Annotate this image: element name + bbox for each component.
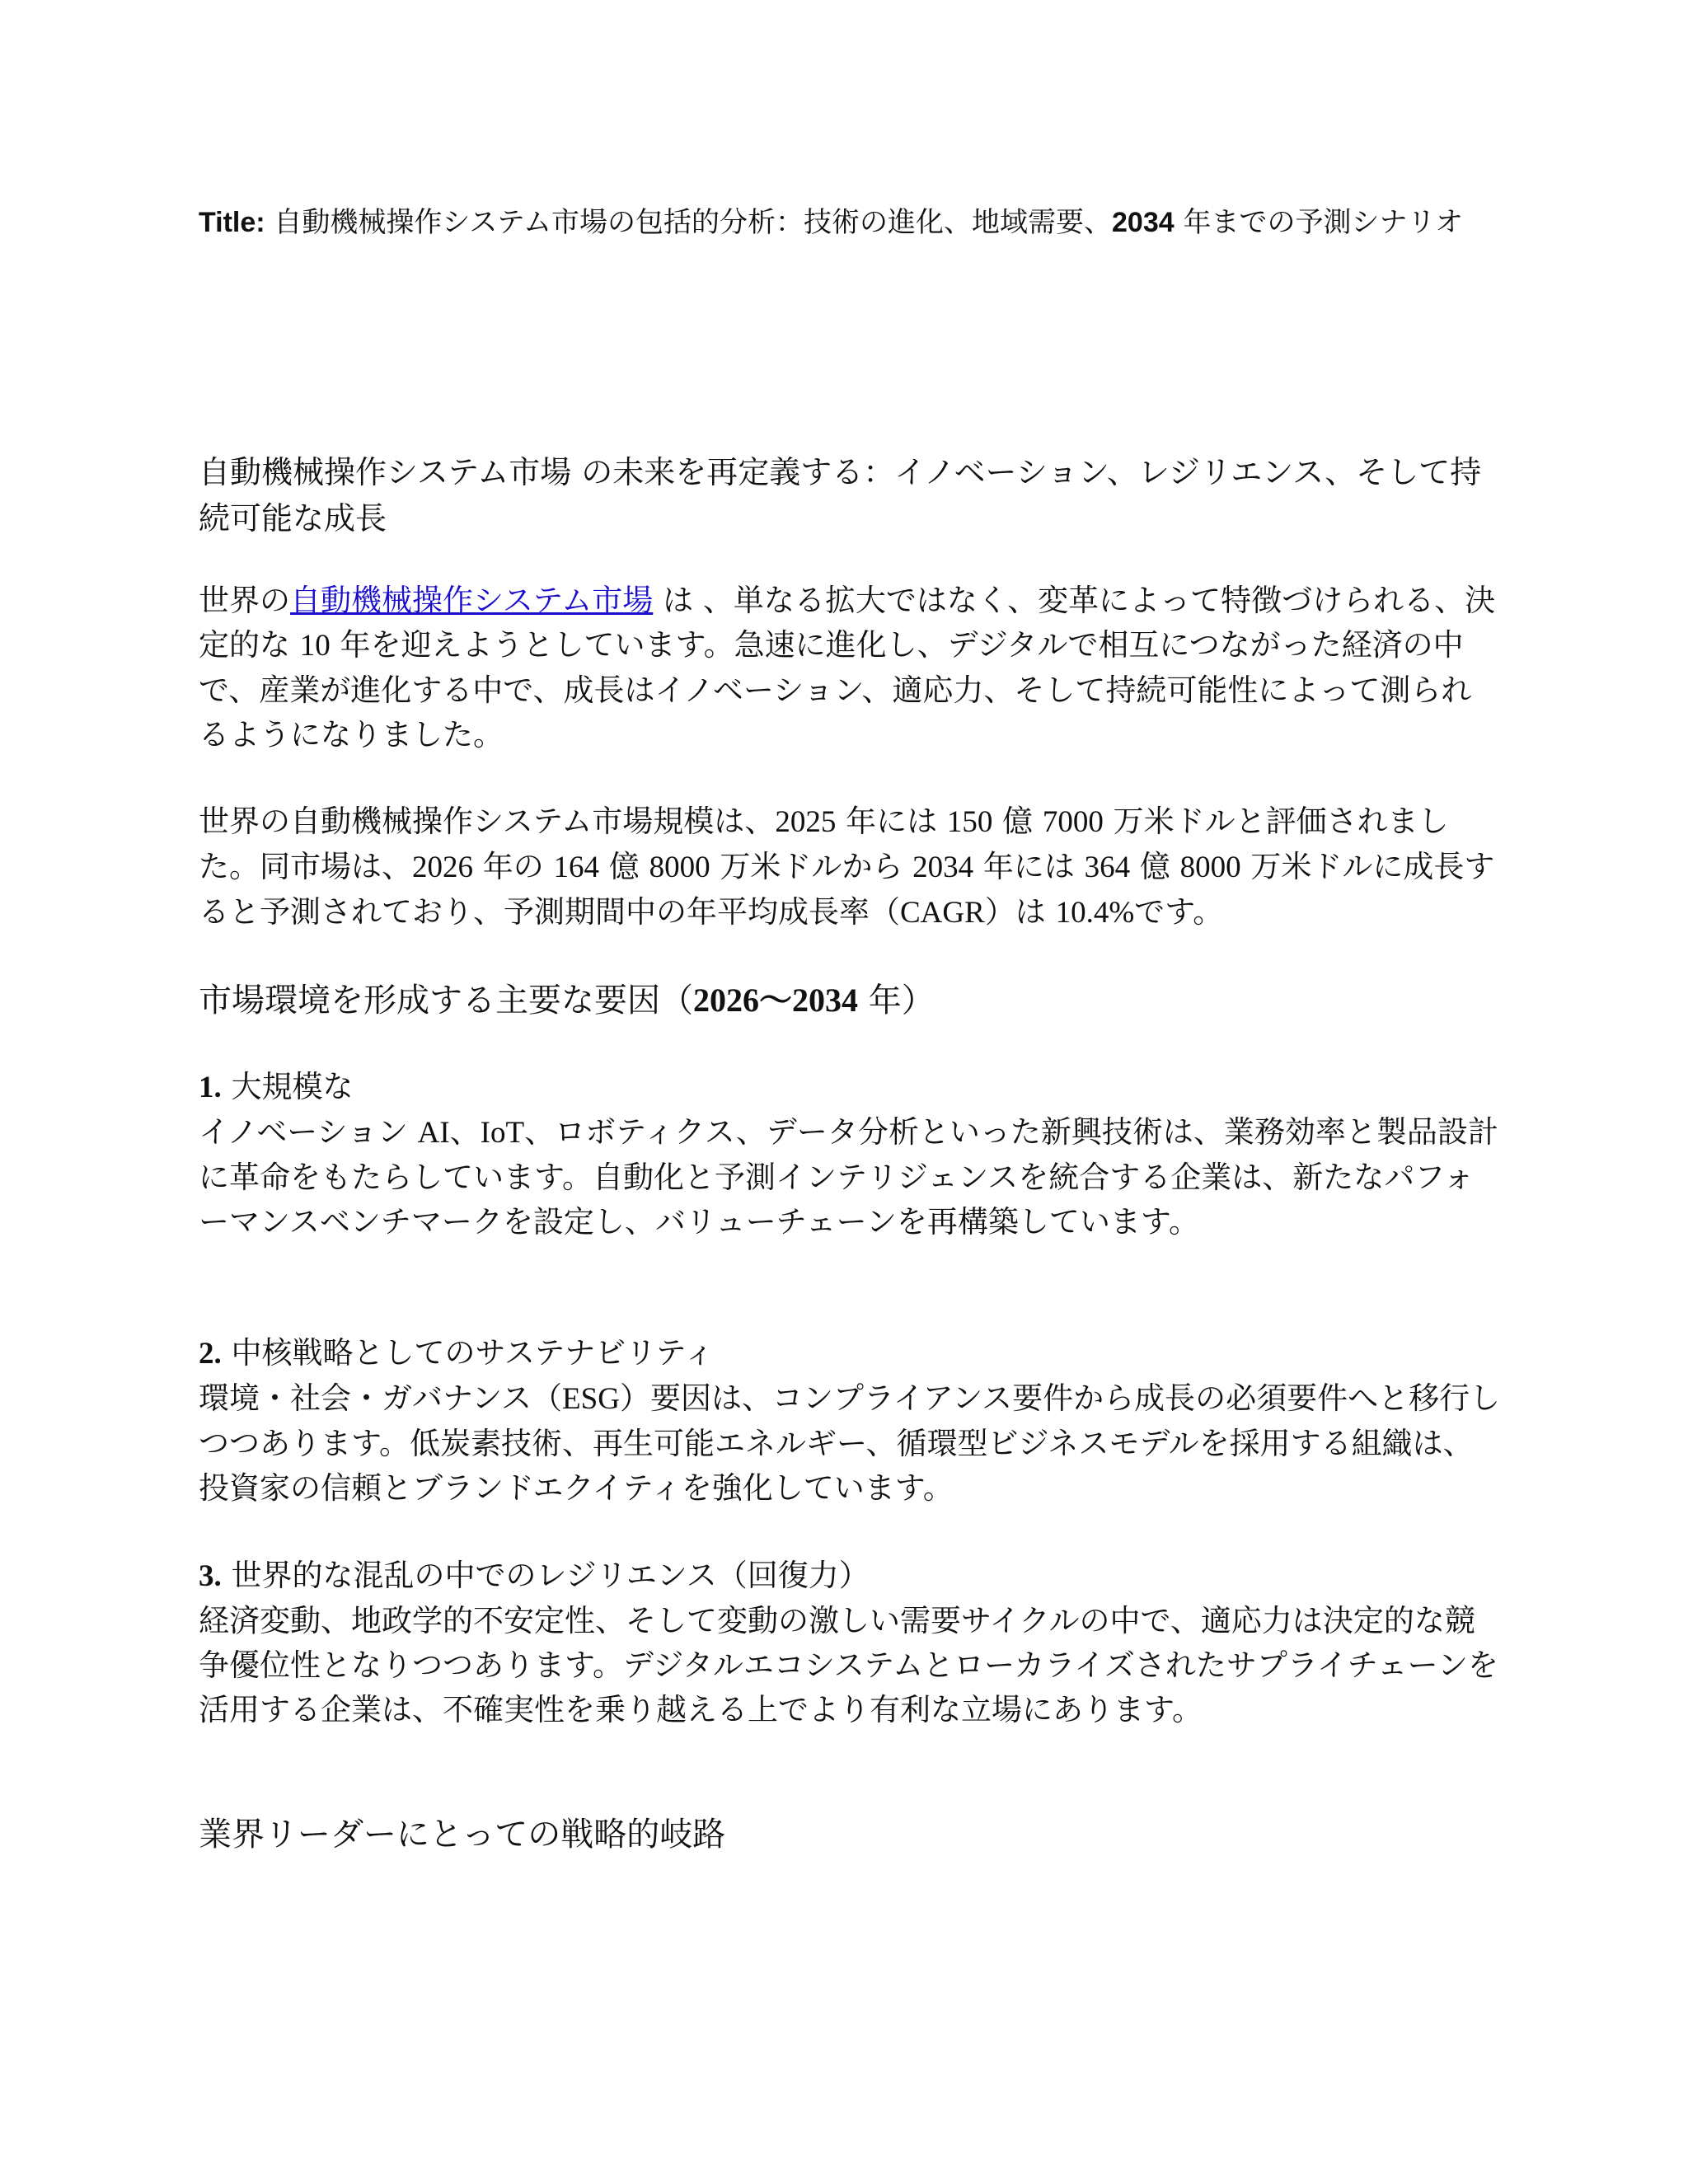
market-size-value: 8000 bbox=[1179, 851, 1241, 884]
market-size-value: 8000 bbox=[649, 851, 710, 884]
market-size-paragraph bbox=[199, 799, 1501, 935]
driver-item-body: 環境・社会・ガバナンス（ bbox=[199, 1380, 563, 1416]
market-size-text: 億 bbox=[992, 804, 1043, 839]
intro-paragraph bbox=[199, 579, 1501, 757]
driver-item-body: イノベーション bbox=[199, 1114, 418, 1150]
driver-item-term: IoT bbox=[480, 1116, 525, 1150]
market-size-value: 7000 bbox=[1042, 805, 1104, 839]
market-size-text: 億 bbox=[599, 849, 649, 884]
driver-item-title: 中核戦略としてのサステナビリティ bbox=[221, 1335, 715, 1371]
driver-item-body: 、ロボティクス、データ分析といった新興技術は、業務効率と製品設計に革命をもたらしています。自動化と予測インテリジェンスを統合する企業は、新たなパフォーマンスベンチマークを設定し、バリューチェーンを再構築しています。 bbox=[199, 1114, 1498, 1240]
cagr-value: 10.4% bbox=[1055, 896, 1135, 930]
main-heading: 自動機械操作システム市場 の未来を再定義する：イノベーション、レジリエンス、そして持続可能な成長 bbox=[199, 454, 1482, 537]
driver-item-heading bbox=[199, 1554, 1501, 1599]
driver-item-number: 1. bbox=[199, 1071, 222, 1104]
section-heading-drivers bbox=[199, 977, 1501, 1024]
title-text-part2: 年までの予測シナリオ bbox=[1174, 206, 1464, 239]
market-link[interactable]: 自動機械操作システム市場 bbox=[290, 583, 654, 618]
market-size-text: 万米ドルから bbox=[710, 849, 913, 884]
market-size-text: です。 bbox=[1134, 894, 1224, 930]
market-size-text: ）は bbox=[984, 894, 1056, 930]
cagr-label: CAGR bbox=[900, 896, 985, 930]
driver-item-title: 世界的な混乱の中でのレジリエンス（回復力） bbox=[221, 1558, 870, 1593]
intro-text-after-link-b: 年を迎えようとしています。急速に進化し、デジタルで相互につながった経済の中で、産業が進化する中で、成長はイノベーション、適応力、そして持続可能性によって測られるようになりました。 bbox=[199, 627, 1472, 752]
market-size-value: 164 bbox=[553, 851, 600, 884]
market-size-year: 2034 bbox=[912, 851, 974, 884]
market-size-text: 世界の自動機械操作システム市場規模は、 bbox=[199, 804, 776, 839]
driver-item-body: ）要因は、コンプライアンス要件から成長の必須要件へと移行しつつあります。低炭素技術、再生可能エネルギー、循環型ビジネスモデルを採用する組織は、投資家の信頼とブランドエクイティを強化しています。 bbox=[199, 1380, 1501, 1506]
intro-number-10: 10 bbox=[299, 629, 331, 663]
driver-item-heading bbox=[199, 1331, 1501, 1376]
driver-item-body: 経済変動、地政学的不安定性、そして変動の激しい需要サイクルの中で、適応力は決定的な競争優位性となりつつあります。デジタルエコシステムとローカライズされたサプライチェーンを活用する企業は、不確実性を乗り越える上でより有利な立場にあります。 bbox=[199, 1603, 1498, 1727]
document-title bbox=[199, 199, 1501, 246]
market-size-text: 万米ドルに成長すると予測されており、予測期間中の年平均成長率（ bbox=[199, 849, 1495, 930]
section-heading-strategy: 業界リーダーにとっての戦略的岐路 bbox=[199, 1816, 726, 1854]
section-heading-years: 2026～2034 bbox=[693, 982, 858, 1019]
driver-item-resilience bbox=[199, 1554, 1501, 1732]
market-size-year: 2025 bbox=[775, 805, 837, 839]
section-heading-text: 年） bbox=[858, 982, 935, 1019]
title-year: 2034 bbox=[1112, 207, 1175, 238]
driver-item-sustainability bbox=[199, 1331, 1501, 1511]
market-size-text: 年の bbox=[473, 849, 554, 884]
driver-item-heading bbox=[199, 1065, 1501, 1110]
section-heading-text: 市場環境を形成する主要な要因（ bbox=[199, 982, 693, 1019]
market-size-text: 万米ドルと評価されました。同市場は、 bbox=[199, 804, 1449, 884]
title-text-part1: 自動機械操作システム市場の包括的分析：技術の進化、地域需要、 bbox=[265, 206, 1113, 239]
market-size-text: 億 bbox=[1130, 849, 1180, 884]
title-label: Title: bbox=[199, 207, 265, 238]
driver-item-innovation bbox=[199, 1065, 1501, 1244]
intro-text-before-link: 世界の bbox=[199, 583, 290, 618]
driver-item-number: 2. bbox=[199, 1337, 222, 1371]
driver-item-term: AI bbox=[417, 1116, 450, 1150]
driver-item-body: 、 bbox=[449, 1114, 481, 1150]
market-size-value: 364 bbox=[1084, 851, 1131, 884]
driver-item-number: 3. bbox=[199, 1559, 222, 1593]
intro-text-after-link-a: は 、単なる拡大ではなく、変革によって特徴づけられる、決定的な bbox=[199, 583, 1496, 663]
market-size-text: 年には bbox=[973, 849, 1085, 884]
market-size-year: 2026 bbox=[412, 851, 473, 884]
market-size-text: 年には bbox=[836, 804, 947, 839]
market-size-value: 150 bbox=[946, 805, 993, 839]
driver-item-term: ESG bbox=[562, 1382, 620, 1416]
driver-item-title: 大規模な bbox=[221, 1069, 354, 1104]
